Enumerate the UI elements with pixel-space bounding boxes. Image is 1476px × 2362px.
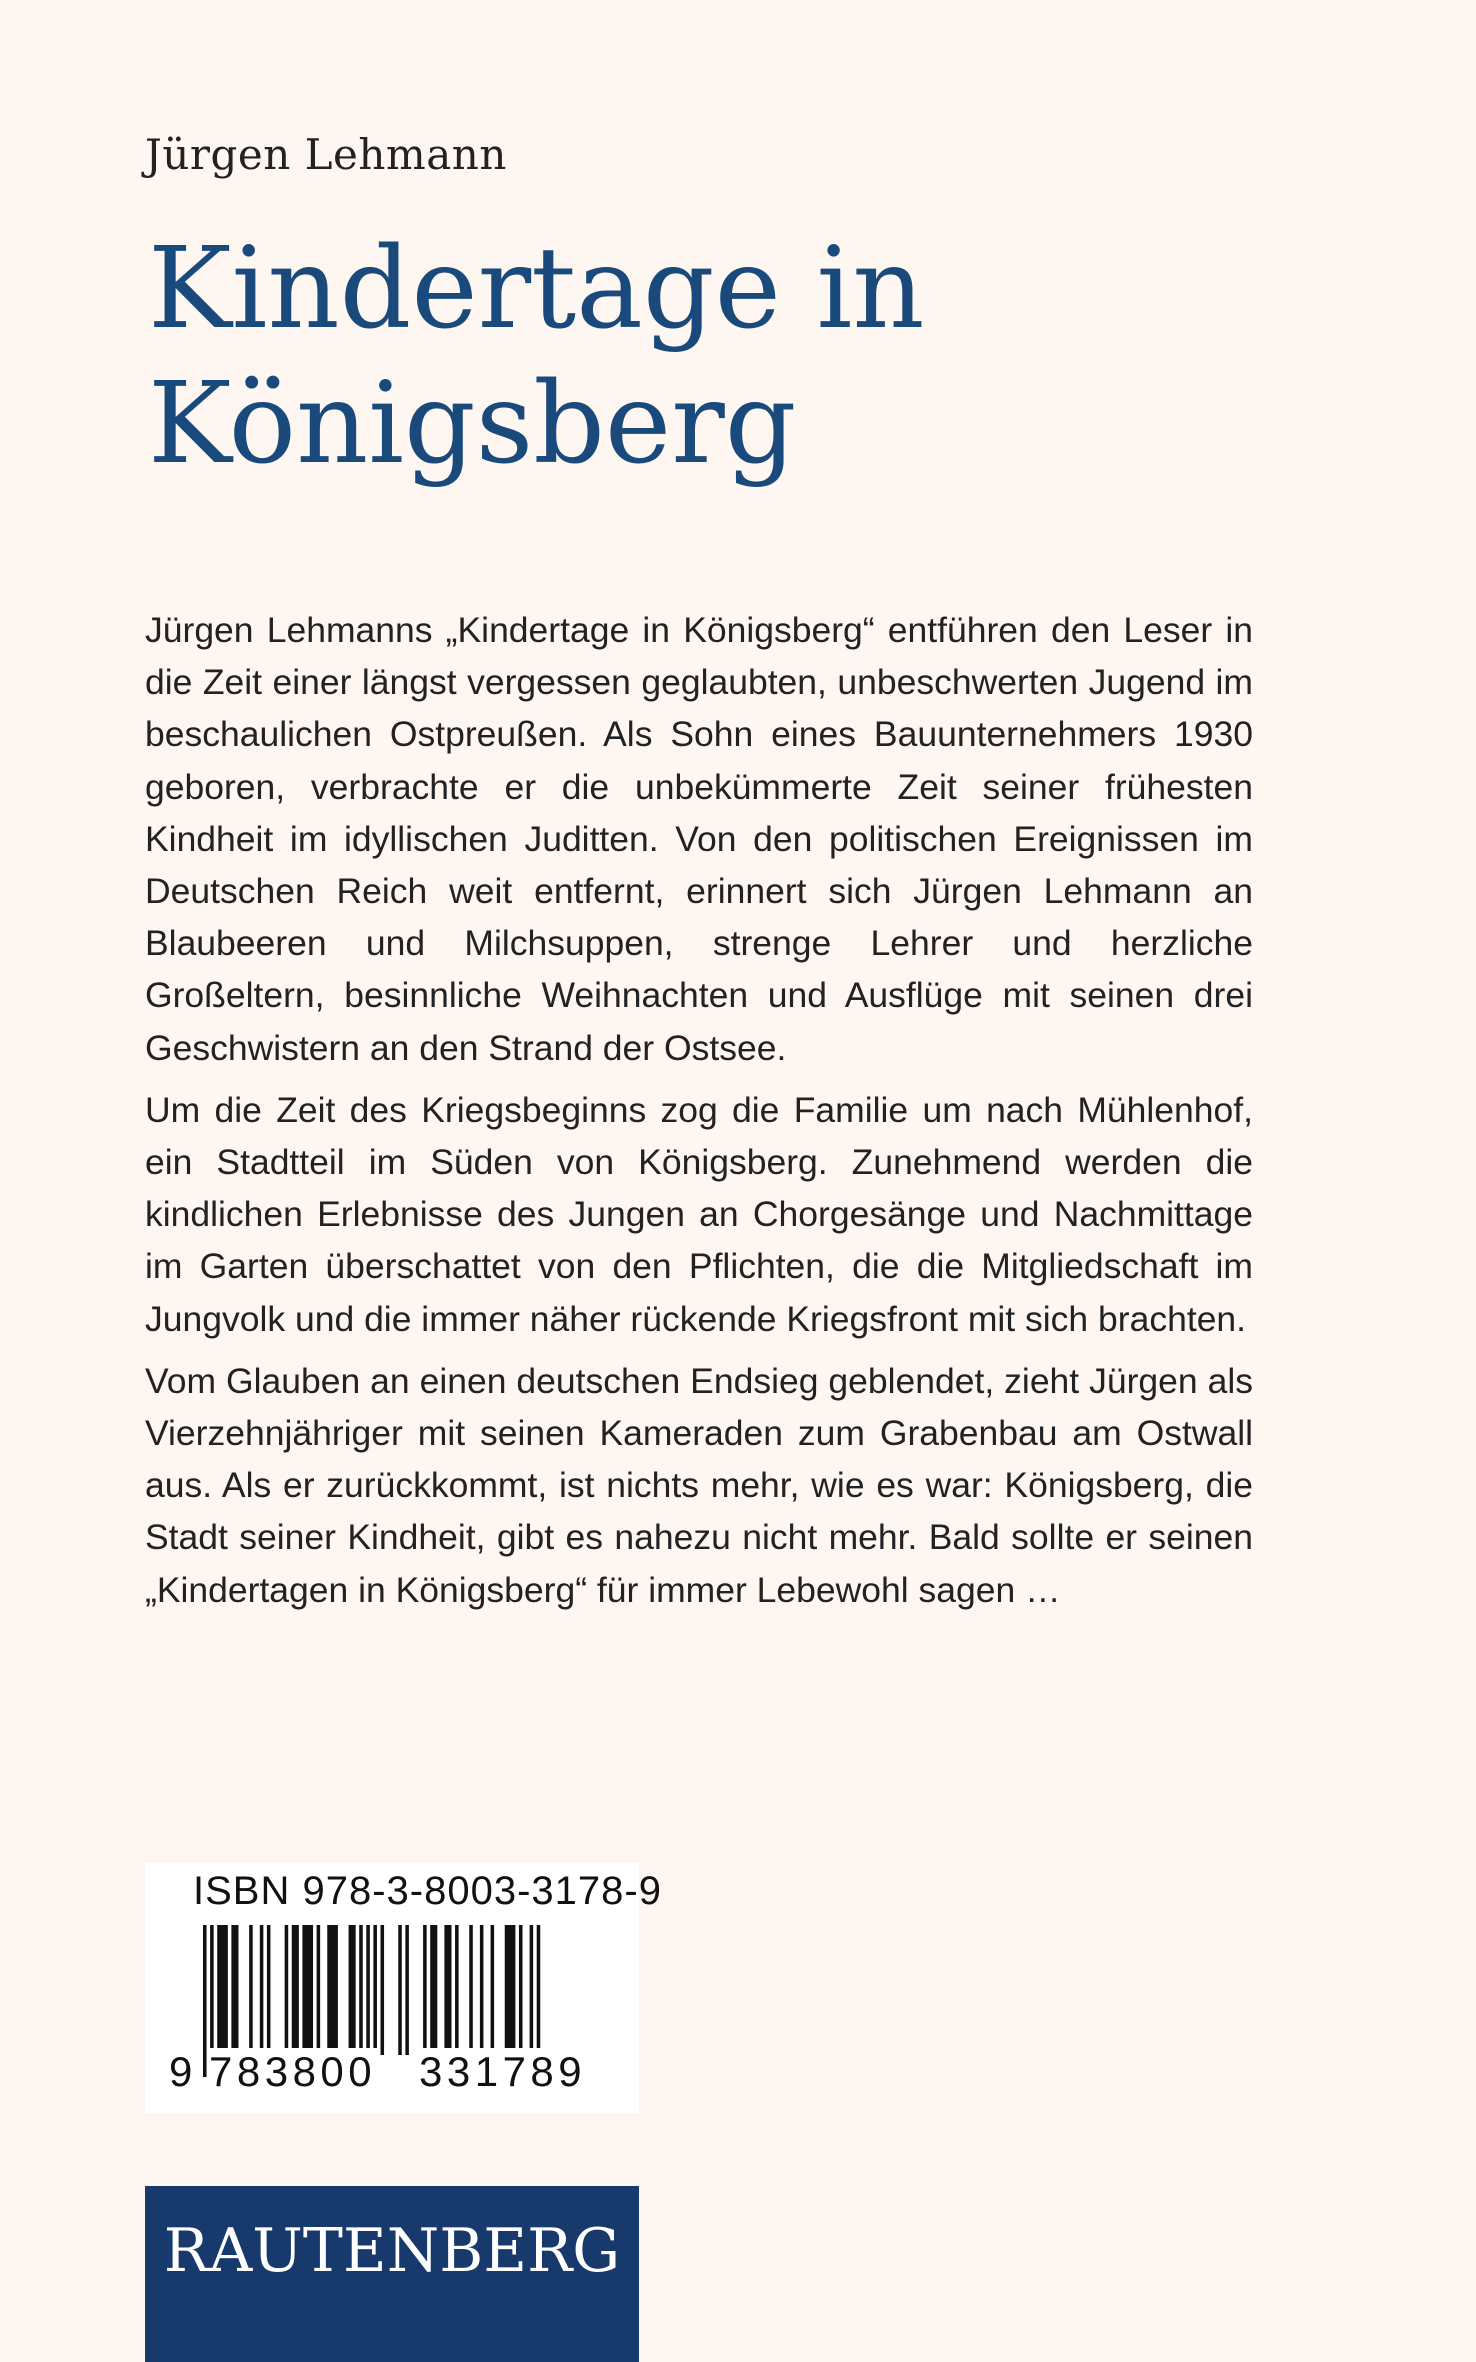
- isbn-label: ISBN 978-3-8003-3178-9: [193, 1869, 662, 1913]
- blurb-paragraph-3: Vom Glauben an einen deutschen Endsieg geblendet, zieht Jürgen als Vierzehnjähriger mit seinen Kameraden zum Grabenbau am Ostwall aus. Als er zurückkommt, ist nichts mehr, wie es war: Königsberg, die Stadt seiner Kindheit, gibt es nahezu nicht mehr. Bald sollte er seinen „Kindertagen in Königsberg“ für immer Lebewohl sagen …: [145, 1360, 1253, 1610]
- publisher-name: RAUTENBERG: [163, 2216, 621, 2286]
- barcode-bar: [359, 1925, 363, 2055]
- barcode-bar: [217, 1925, 228, 2055]
- publisher-logo: [145, 2186, 639, 2362]
- barcode-bar: [302, 1925, 313, 2055]
- blurb-paragraph-2: Um die Zeit des Kriegsbeginns zog die Familie um nach Mühlenhof, ein Stadtteil im Süden von Königsberg. Zunehmend werden die kindlichen Erlebnisse des Jungen an Chorgesänge und Nachmittage im Garten überschattet von den Pflichten, die die Mitgliedschaft im Jungvolk und die immer näher rückende Kriegsfront mit sich brachten.: [145, 1089, 1253, 1339]
- barcode-bar: [423, 1925, 427, 2055]
- barcode-bar: [398, 1925, 402, 2055]
- barcode-bar: [267, 1925, 271, 2055]
- barcode-bar: [430, 1925, 437, 2055]
- barcode-bar: [405, 1925, 409, 2055]
- barcode-bar: [327, 1925, 338, 2055]
- barcode-bar: [249, 1925, 253, 2055]
- barcode-digits-left: 783800: [209, 2048, 377, 2095]
- barcode-bar: [231, 1925, 238, 2055]
- barcode-digit-first: 9: [169, 2048, 197, 2095]
- isbn-barcode: [145, 1863, 662, 2113]
- barcode-bar: [469, 1925, 473, 2055]
- barcode-bar: [455, 1925, 459, 2055]
- book-title-line-2: Königsberg: [148, 359, 797, 489]
- barcode-bar: [317, 1925, 321, 2055]
- blurb-paragraph-1: Jürgen Lehmanns „Kindertage in Königsberg“ entführen den Leser in die Zeit einer längst vergessen geglaubten, unbeschwerten Jugend im beschaulichen Ostpreußen. Als Sohn eines Bauunternehmers 1930 geboren, verbrachte er die unbekümmerte Zeit seiner frühesten Kindheit im idyllischen Juditten. Von den politischen Ereignissen im Deutschen Reich weit entfernt, erinnert sich Jürgen Lehmann an Blaubeeren und Milchsuppen, strenge Lehrer und herzliche Großeltern, besinnliche Weihnachten und Ausflüge mit seinen drei Geschwistern an den Strand der Ostsee.: [145, 610, 1253, 1068]
- barcode-bar: [285, 1925, 289, 2055]
- barcode-bar: [349, 1925, 356, 2055]
- barcode-digits-right: 331789: [419, 2048, 587, 2095]
- blurb: [145, 604, 1253, 1626]
- barcode-bar: [519, 1925, 523, 2055]
- book-title: [148, 222, 1348, 492]
- barcode-bar: [480, 1925, 484, 2055]
- barcode-bar: [260, 1925, 264, 2055]
- author-name: Jürgen Lehmann: [145, 130, 507, 179]
- book-title-line-1: Kindertage in: [148, 224, 925, 354]
- barcode-bar: [505, 1925, 516, 2055]
- barcode-bar: [381, 1925, 385, 2055]
- barcode-bar: [491, 1925, 495, 2055]
- barcode-bar: [444, 1925, 451, 2055]
- barcode-bar: [292, 1925, 299, 2055]
